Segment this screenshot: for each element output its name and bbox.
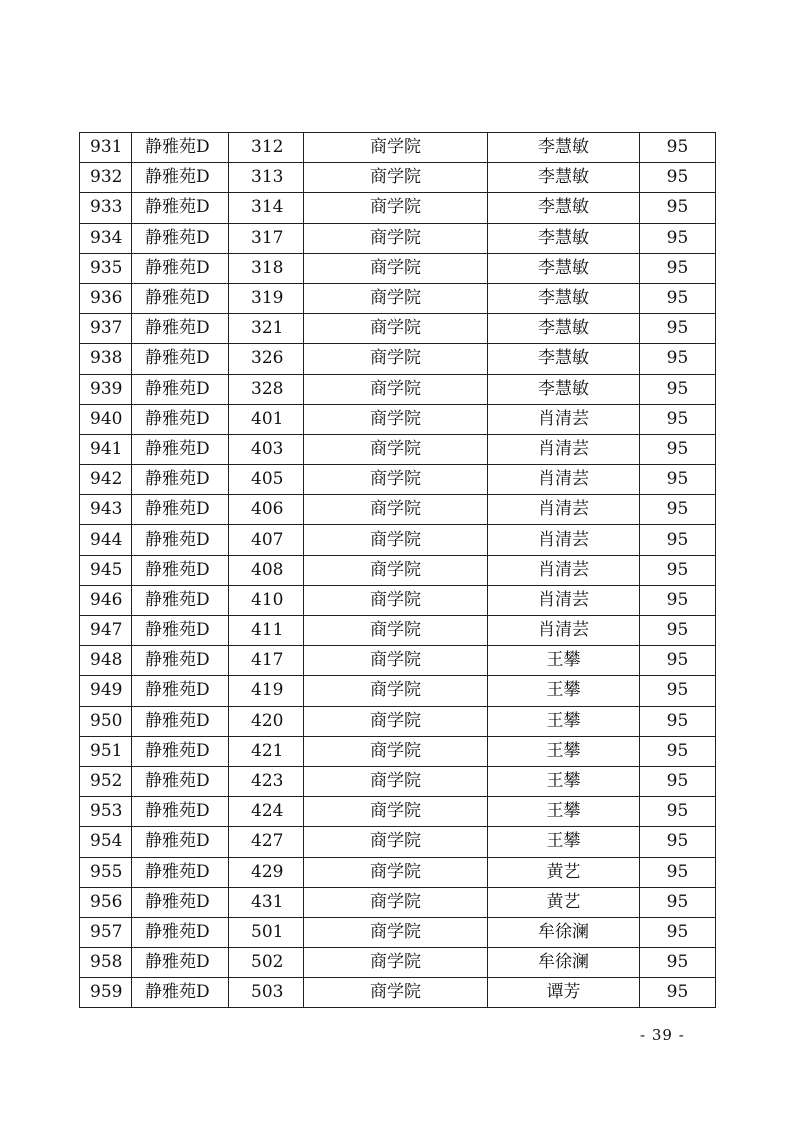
room-cell: 417	[229, 646, 304, 676]
score-cell: 95	[640, 344, 716, 374]
table-row	[80, 646, 716, 676]
room-cell: 319	[229, 283, 304, 313]
score-cell: 95	[640, 465, 716, 495]
row-number-cell: 932	[80, 163, 132, 193]
table-row	[80, 797, 716, 827]
score-cell: 95	[640, 253, 716, 283]
row-number-cell: 951	[80, 736, 132, 766]
row-number-cell: 943	[80, 495, 132, 525]
college-cell: 商学院	[304, 917, 488, 947]
building-cell: 静雅苑D	[132, 766, 229, 796]
inspector-name-cell: 肖清芸	[488, 525, 640, 555]
building-cell: 静雅苑D	[132, 374, 229, 404]
inspector-name-cell: 肖清芸	[488, 495, 640, 525]
college-cell: 商学院	[304, 163, 488, 193]
building-cell: 静雅苑D	[132, 434, 229, 464]
college-cell: 商学院	[304, 616, 488, 646]
score-cell: 95	[640, 193, 716, 223]
score-cell: 95	[640, 948, 716, 978]
room-cell: 321	[229, 314, 304, 344]
college-cell: 商学院	[304, 374, 488, 404]
building-cell: 静雅苑D	[132, 193, 229, 223]
score-cell: 95	[640, 525, 716, 555]
table-row	[80, 465, 716, 495]
inspector-name-cell: 王攀	[488, 797, 640, 827]
college-cell: 商学院	[304, 465, 488, 495]
college-cell: 商学院	[304, 676, 488, 706]
table-row	[80, 163, 716, 193]
building-cell: 静雅苑D	[132, 706, 229, 736]
inspector-name-cell: 肖清芸	[488, 555, 640, 585]
score-cell: 95	[640, 827, 716, 857]
score-cell: 95	[640, 857, 716, 887]
inspector-name-cell: 李慧敏	[488, 163, 640, 193]
score-cell: 95	[640, 978, 716, 1008]
score-cell: 95	[640, 314, 716, 344]
room-cell: 501	[229, 917, 304, 947]
score-cell: 95	[640, 585, 716, 615]
score-cell: 95	[640, 555, 716, 585]
inspector-name-cell: 王攀	[488, 646, 640, 676]
inspector-name-cell: 王攀	[488, 827, 640, 857]
building-cell: 静雅苑D	[132, 797, 229, 827]
inspector-name-cell: 王攀	[488, 676, 640, 706]
score-cell: 95	[640, 887, 716, 917]
college-cell: 商学院	[304, 344, 488, 374]
inspector-name-cell: 谭芳	[488, 978, 640, 1008]
score-cell: 95	[640, 404, 716, 434]
college-cell: 商学院	[304, 887, 488, 917]
room-cell: 431	[229, 887, 304, 917]
college-cell: 商学院	[304, 133, 488, 163]
room-cell: 313	[229, 163, 304, 193]
college-cell: 商学院	[304, 978, 488, 1008]
room-cell: 326	[229, 344, 304, 374]
row-number-cell: 939	[80, 374, 132, 404]
inspector-name-cell: 李慧敏	[488, 344, 640, 374]
inspector-name-cell: 李慧敏	[488, 374, 640, 404]
row-number-cell: 945	[80, 555, 132, 585]
table-row	[80, 434, 716, 464]
row-number-cell: 941	[80, 434, 132, 464]
room-cell: 408	[229, 555, 304, 585]
score-cell: 95	[640, 917, 716, 947]
score-cell: 95	[640, 616, 716, 646]
table-row	[80, 827, 716, 857]
score-cell: 95	[640, 133, 716, 163]
table-row	[80, 948, 716, 978]
row-number-cell: 931	[80, 133, 132, 163]
college-cell: 商学院	[304, 223, 488, 253]
room-cell: 405	[229, 465, 304, 495]
college-cell: 商学院	[304, 797, 488, 827]
building-cell: 静雅苑D	[132, 827, 229, 857]
college-cell: 商学院	[304, 766, 488, 796]
table-row	[80, 616, 716, 646]
table-body	[80, 133, 716, 1008]
building-cell: 静雅苑D	[132, 917, 229, 947]
college-cell: 商学院	[304, 736, 488, 766]
room-cell: 328	[229, 374, 304, 404]
score-cell: 95	[640, 223, 716, 253]
table-row	[80, 706, 716, 736]
table-row	[80, 766, 716, 796]
building-cell: 静雅苑D	[132, 948, 229, 978]
room-cell: 407	[229, 525, 304, 555]
score-cell: 95	[640, 706, 716, 736]
college-cell: 商学院	[304, 646, 488, 676]
inspector-name-cell: 李慧敏	[488, 133, 640, 163]
score-cell: 95	[640, 434, 716, 464]
room-cell: 318	[229, 253, 304, 283]
building-cell: 静雅苑D	[132, 223, 229, 253]
score-cell: 95	[640, 676, 716, 706]
inspector-name-cell: 王攀	[488, 706, 640, 736]
table-row	[80, 253, 716, 283]
row-number-cell: 949	[80, 676, 132, 706]
inspector-name-cell: 牟徐澜	[488, 948, 640, 978]
building-cell: 静雅苑D	[132, 887, 229, 917]
page-number: - 39 -	[640, 1026, 685, 1044]
table-row	[80, 314, 716, 344]
table-row	[80, 857, 716, 887]
score-cell: 95	[640, 283, 716, 313]
score-cell: 95	[640, 646, 716, 676]
building-cell: 静雅苑D	[132, 253, 229, 283]
building-cell: 静雅苑D	[132, 495, 229, 525]
row-number-cell: 938	[80, 344, 132, 374]
college-cell: 商学院	[304, 283, 488, 313]
inspector-name-cell: 黄艺	[488, 887, 640, 917]
table-row	[80, 344, 716, 374]
score-cell: 95	[640, 163, 716, 193]
inspector-name-cell: 牟徐澜	[488, 917, 640, 947]
inspector-name-cell: 黄艺	[488, 857, 640, 887]
college-cell: 商学院	[304, 495, 488, 525]
row-number-cell: 948	[80, 646, 132, 676]
inspector-name-cell: 肖清芸	[488, 465, 640, 495]
building-cell: 静雅苑D	[132, 465, 229, 495]
row-number-cell: 936	[80, 283, 132, 313]
row-number-cell: 953	[80, 797, 132, 827]
room-cell: 502	[229, 948, 304, 978]
table-row	[80, 525, 716, 555]
table-row	[80, 283, 716, 313]
building-cell: 静雅苑D	[132, 283, 229, 313]
table-row	[80, 404, 716, 434]
building-cell: 静雅苑D	[132, 133, 229, 163]
college-cell: 商学院	[304, 585, 488, 615]
row-number-cell: 946	[80, 585, 132, 615]
building-cell: 静雅苑D	[132, 555, 229, 585]
building-cell: 静雅苑D	[132, 978, 229, 1008]
row-number-cell: 937	[80, 314, 132, 344]
table-row	[80, 676, 716, 706]
row-number-cell: 954	[80, 827, 132, 857]
room-cell: 401	[229, 404, 304, 434]
college-cell: 商学院	[304, 404, 488, 434]
inspector-name-cell: 李慧敏	[488, 283, 640, 313]
room-cell: 419	[229, 676, 304, 706]
building-cell: 静雅苑D	[132, 404, 229, 434]
row-number-cell: 947	[80, 616, 132, 646]
room-cell: 406	[229, 495, 304, 525]
college-cell: 商学院	[304, 525, 488, 555]
college-cell: 商学院	[304, 314, 488, 344]
score-cell: 95	[640, 766, 716, 796]
score-cell: 95	[640, 495, 716, 525]
room-cell: 427	[229, 827, 304, 857]
inspector-name-cell: 王攀	[488, 736, 640, 766]
room-cell: 423	[229, 766, 304, 796]
inspector-name-cell: 肖清芸	[488, 434, 640, 464]
row-number-cell: 940	[80, 404, 132, 434]
table-row	[80, 133, 716, 163]
row-number-cell: 933	[80, 193, 132, 223]
table-row	[80, 736, 716, 766]
table-row	[80, 495, 716, 525]
college-cell: 商学院	[304, 857, 488, 887]
row-number-cell: 934	[80, 223, 132, 253]
inspector-name-cell: 李慧敏	[488, 193, 640, 223]
building-cell: 静雅苑D	[132, 314, 229, 344]
building-cell: 静雅苑D	[132, 163, 229, 193]
college-cell: 商学院	[304, 434, 488, 464]
row-number-cell: 942	[80, 465, 132, 495]
college-cell: 商学院	[304, 193, 488, 223]
college-cell: 商学院	[304, 827, 488, 857]
row-number-cell: 952	[80, 766, 132, 796]
inspector-name-cell: 肖清芸	[488, 404, 640, 434]
building-cell: 静雅苑D	[132, 616, 229, 646]
row-number-cell: 950	[80, 706, 132, 736]
inspector-name-cell: 李慧敏	[488, 223, 640, 253]
building-cell: 静雅苑D	[132, 676, 229, 706]
building-cell: 静雅苑D	[132, 585, 229, 615]
room-cell: 403	[229, 434, 304, 464]
row-number-cell: 935	[80, 253, 132, 283]
score-cell: 95	[640, 736, 716, 766]
room-cell: 312	[229, 133, 304, 163]
table-row	[80, 223, 716, 253]
table-row	[80, 978, 716, 1008]
table-row	[80, 374, 716, 404]
table-row	[80, 917, 716, 947]
table-row	[80, 193, 716, 223]
inspector-name-cell: 肖清芸	[488, 585, 640, 615]
data-table	[79, 132, 716, 1008]
row-number-cell: 958	[80, 948, 132, 978]
row-number-cell: 956	[80, 887, 132, 917]
building-cell: 静雅苑D	[132, 736, 229, 766]
inspector-name-cell: 李慧敏	[488, 314, 640, 344]
room-cell: 420	[229, 706, 304, 736]
room-cell: 410	[229, 585, 304, 615]
inspector-name-cell: 王攀	[488, 766, 640, 796]
row-number-cell: 957	[80, 917, 132, 947]
building-cell: 静雅苑D	[132, 646, 229, 676]
building-cell: 静雅苑D	[132, 525, 229, 555]
building-cell: 静雅苑D	[132, 857, 229, 887]
room-cell: 503	[229, 978, 304, 1008]
row-number-cell: 955	[80, 857, 132, 887]
room-cell: 411	[229, 616, 304, 646]
room-cell: 429	[229, 857, 304, 887]
college-cell: 商学院	[304, 555, 488, 585]
row-number-cell: 959	[80, 978, 132, 1008]
inspector-name-cell: 肖清芸	[488, 616, 640, 646]
college-cell: 商学院	[304, 706, 488, 736]
college-cell: 商学院	[304, 253, 488, 283]
score-cell: 95	[640, 797, 716, 827]
room-cell: 421	[229, 736, 304, 766]
table-row	[80, 887, 716, 917]
row-number-cell: 944	[80, 525, 132, 555]
college-cell: 商学院	[304, 948, 488, 978]
table-row	[80, 555, 716, 585]
inspector-name-cell: 李慧敏	[488, 253, 640, 283]
building-cell: 静雅苑D	[132, 344, 229, 374]
room-cell: 317	[229, 223, 304, 253]
score-cell: 95	[640, 374, 716, 404]
table-row	[80, 585, 716, 615]
room-cell: 314	[229, 193, 304, 223]
room-cell: 424	[229, 797, 304, 827]
